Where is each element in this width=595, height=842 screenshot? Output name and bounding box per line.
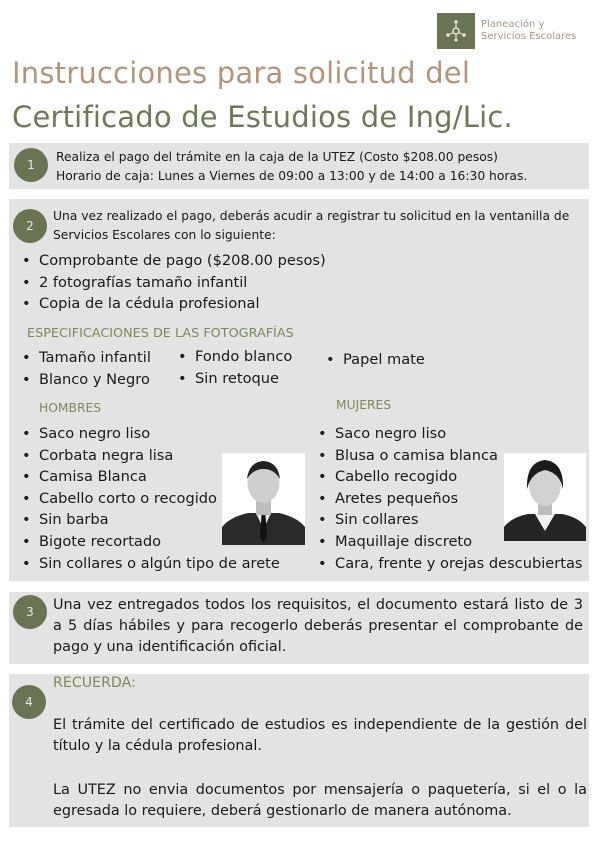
- logo-line-2: Servicios Escolares: [481, 31, 577, 42]
- list-item: • Saco negro liso: [317, 423, 583, 445]
- list-item: • Comprobante de pago ($208.00 pesos): [21, 250, 326, 272]
- step-3-text: Una vez entregados todos los requisitos, el documento estará listo de 3 a 5 días hábiles y para recogerlo deberás presentar el comprobante de pago y una identificación oficial.: [53, 597, 583, 655]
- step-4-number-badge: 4: [12, 685, 46, 719]
- list-item: • Sin barba: [21, 509, 280, 531]
- list-item: • Blanco y Negro: [21, 369, 151, 391]
- list-item: • Sin collares: [317, 509, 583, 531]
- list-item: • Cara, frente y orejas descubiertas: [317, 553, 583, 575]
- male-example-photo: [222, 453, 305, 545]
- step-1-line-1: Realiza el pago del trámite en la caja de la UTEZ (Costo $208.00 pesos): [56, 150, 498, 164]
- reminder-heading: RECUERDA:: [53, 675, 136, 691]
- reminder-paragraph-1: El trámite del certificado de estudios es independiente de la gestión del título y la cédula profesional.: [53, 717, 587, 754]
- list-item: • Sin retoque: [177, 368, 292, 390]
- step-3-panel: [9, 592, 589, 664]
- list-item: • Bigote recortado: [21, 531, 280, 553]
- page-title-line-2: Certificado de Estudios de Ing/Lic.: [12, 100, 513, 134]
- list-item: • Fondo blanco: [177, 346, 292, 368]
- requirements-list: [21, 250, 326, 315]
- step-1-number-badge: 1: [14, 148, 48, 182]
- list-item: • Tamaño infantil: [21, 347, 151, 369]
- list-item: • Sin collares o algún tipo de arete: [21, 553, 280, 575]
- list-item: • Cabello corto o recogido: [21, 488, 280, 510]
- step-3-number-badge: 3: [13, 595, 47, 629]
- step-1-panel: [9, 143, 589, 189]
- list-item: • Copia de la cédula profesional: [21, 293, 326, 315]
- female-example-photo: [504, 453, 586, 541]
- step-1-line-2: Horario de caja: Lunes a Viernes de 09:00 a 13:00 y de 14:00 a 16:30 horas.: [56, 169, 528, 183]
- list-item: • 2 fotografías tamaño infantil: [21, 272, 326, 294]
- women-heading: MUJERES: [336, 398, 392, 412]
- list-item: • Corbata negra lisa: [21, 445, 280, 467]
- reminder-paragraph-2: La UTEZ no envia documentos por mensajería o paquetería, si el o la egresada lo requiere, deberá gestionarlo de manera autónoma.: [53, 782, 587, 819]
- photo-specs-heading: ESPECIFICACIONES DE LAS FOTOGRAFÍAS: [27, 326, 294, 341]
- men-heading: HOMBRES: [39, 401, 102, 415]
- list-item: • Saco negro liso: [21, 423, 280, 445]
- photo-specs-list-2: [177, 346, 292, 389]
- logo-emblem-icon: [437, 13, 475, 49]
- logo-line-1: Planeación y: [481, 19, 545, 30]
- step-2-panel: [9, 199, 589, 581]
- photo-specs-list-3: [325, 349, 425, 371]
- step-2-number-badge: 2: [13, 209, 47, 243]
- logo-text: [481, 19, 576, 43]
- photo-specs-list-1: [21, 347, 151, 390]
- department-logo: [437, 12, 592, 50]
- list-item: • Papel mate: [325, 349, 425, 371]
- step-2-intro: Una vez realizado el pago, deberás acudir a registrar tu solicitud en la ventanilla de Servicios Escolares con lo siguiente:: [53, 209, 570, 242]
- list-item: • Cabello recogido: [317, 466, 583, 488]
- list-item: • Blusa o camisa blanca: [317, 445, 583, 467]
- list-item: • Aretes pequeños: [317, 488, 583, 510]
- list-item: • Maquillaje discreto: [317, 531, 583, 553]
- step-4-panel: [9, 674, 589, 827]
- step-1-text: [56, 148, 527, 186]
- page-title-line-1: Instrucciones para solicitud del: [12, 56, 471, 90]
- list-item: • Camisa Blanca: [21, 466, 280, 488]
